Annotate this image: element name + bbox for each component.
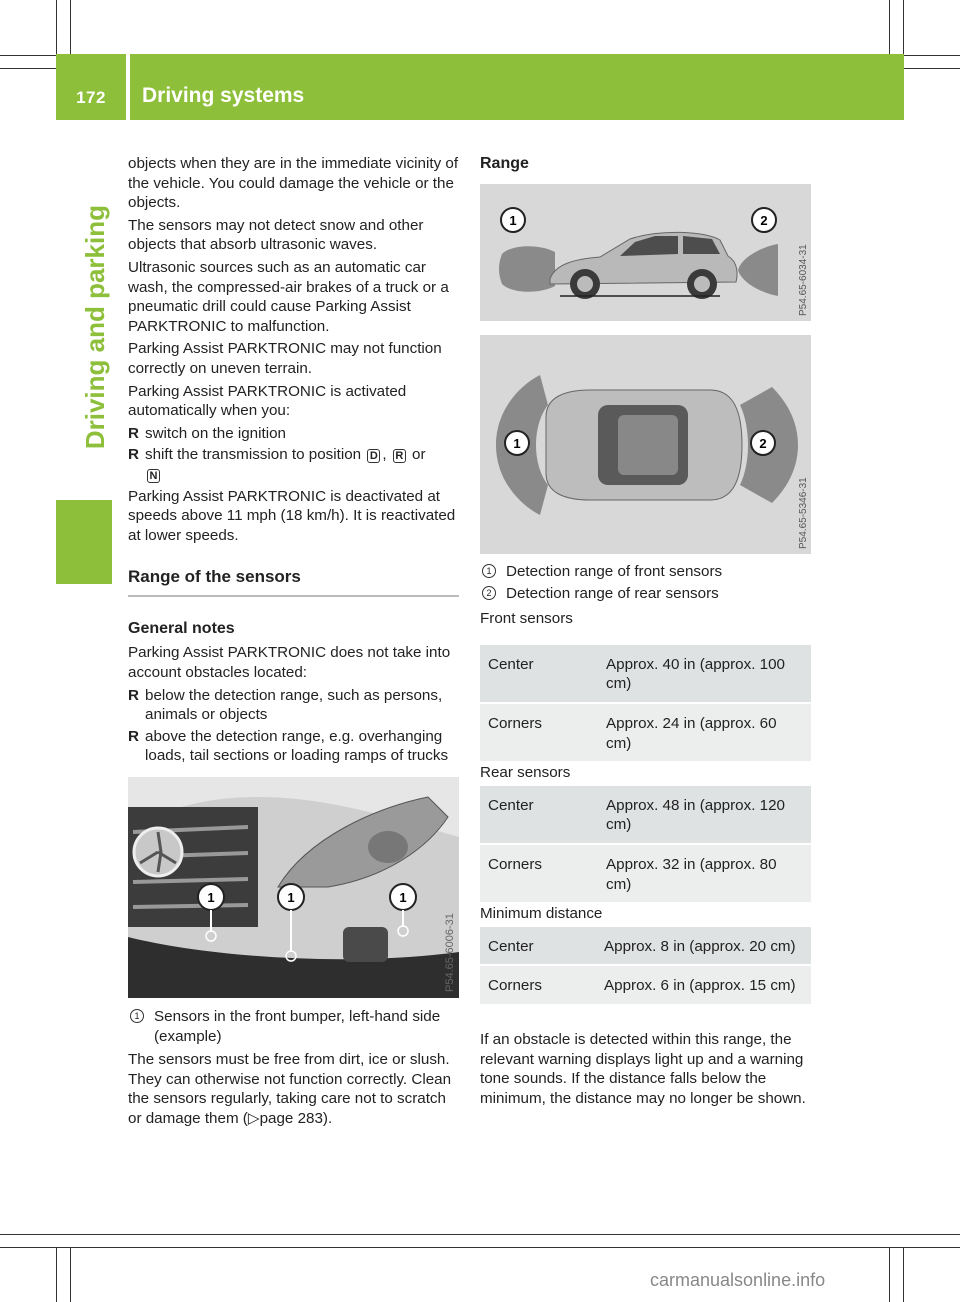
legend-marker: 2 (482, 586, 496, 600)
table-cell: Approx. 32 in (approx. 80 cm) (598, 844, 811, 903)
list-item: R shift the transmission to position D , R or N (128, 446, 426, 482)
paragraph: Parking Assist PARKTRONIC does not take into account obstacles located: (128, 644, 451, 682)
table-cell: Center (480, 786, 598, 844)
watermark: carmanualsonline.info (650, 1270, 826, 1290)
table-row (480, 786, 811, 844)
range-heading: Range (480, 155, 529, 172)
right-column-body (480, 562, 811, 1111)
list-item-text: or (412, 446, 426, 464)
figure-caption (128, 1007, 459, 1046)
table-cell: Center (480, 645, 598, 703)
legend-marker: 1 (482, 564, 496, 578)
top-view-illustration (480, 335, 811, 554)
sensor-marker: 1 (287, 890, 295, 905)
legend-text: Detection range of rear sensors (506, 584, 719, 602)
figure-code: P54.65-6034-31 (798, 244, 809, 316)
paragraph: Parking Assist PARKTRONIC is activated automatically when you: (128, 382, 407, 420)
paragraph-text: The sensors must be free from dirt, ice or slush. They can otherwise not function correctly. Clean the sensors regularly, taking care not to scratch or damage them ( (128, 1051, 452, 1127)
crop-mark (56, 1248, 57, 1302)
paragraph: If an obstacle is detected within this range, the relevant warning displays light up and a warning tone sounds. If the distance falls below the minimum, the distance may no longer be shown. (480, 1030, 806, 1107)
paragraph: The sensors may not detect snow and other objects that absorb ultrasonic waves. (128, 216, 424, 254)
front-bumper-figure (128, 777, 459, 998)
front-bumper-illustration (128, 777, 459, 998)
list-item (128, 686, 459, 725)
crop-mark (889, 1248, 890, 1302)
side-view-illustration (480, 184, 811, 321)
header-divider (126, 54, 130, 120)
page-header (56, 54, 904, 120)
crop-mark (0, 1247, 960, 1248)
table-cell: Corners (480, 965, 596, 1005)
front-sensors-table (480, 645, 811, 763)
table-row (480, 927, 811, 966)
sensor-marker: 1 (399, 890, 407, 905)
list-item-text: below the detection range, such as persons, animals or objects (145, 686, 443, 724)
table-row (480, 645, 811, 703)
page-ref-arrow-icon: ▷ (247, 1109, 260, 1127)
paragraph: Ultrasonic sources such as an automatic car wash, the compressed-air brakes of a truck or a pneumatic drill could cause Parking Assist PARKTRONIC to malfunction. (128, 258, 449, 335)
paragraph: Parking Assist PARKTRONIC may not function correctly on uneven terrain. (128, 340, 442, 377)
figure-code: P54.65-5346-31 (798, 477, 809, 549)
rear-sensors-table (480, 786, 811, 904)
list-item-text: shift the transmission to position (145, 446, 362, 464)
crop-mark (903, 0, 904, 54)
page-title: Driving systems (142, 84, 305, 107)
table-cell: Corners (480, 703, 598, 762)
chapter-tab-block (56, 500, 112, 584)
table-row (480, 844, 811, 903)
bullet-icon: R (128, 686, 139, 704)
list-item-text: switch on the ignition (145, 424, 286, 442)
figure-code: P54.65-6006-31 (444, 913, 456, 992)
table-row (480, 703, 811, 762)
paragraph: Parking Assist PARKTRONIC is deactivated at speeds above 11 mph (18 km/h). It is reactivated at lower speeds. (128, 487, 456, 544)
gear-d-icon: D (367, 449, 380, 463)
table-label: Front sensors (480, 610, 573, 628)
rear-range-marker: 2 (760, 213, 768, 228)
legend-item (480, 584, 811, 604)
bullet-icon: R (128, 424, 139, 442)
table-cell: Approx. 48 in (approx. 120 cm) (598, 786, 811, 844)
legend-item (480, 562, 811, 582)
table-cell: Center (480, 927, 596, 966)
table-cell: Approx. 8 in (approx. 20 cm) (596, 927, 811, 966)
bullet-icon: R (128, 727, 139, 745)
list-item (128, 424, 459, 444)
right-column (480, 154, 811, 174)
gear-n-icon: N (147, 469, 160, 483)
front-range-marker: 1 (513, 436, 521, 451)
section-heading: Range of the sensors (128, 567, 459, 597)
crop-mark (0, 1234, 960, 1235)
crop-mark (903, 1248, 904, 1302)
left-column (128, 154, 459, 768)
table-cell: Corners (480, 844, 598, 903)
page-reference-link[interactable]: page 283 (259, 1109, 323, 1127)
top-view-figure (480, 335, 811, 554)
table-label: Rear sensors (480, 764, 571, 782)
table-cell: Approx. 24 in (approx. 60 cm) (598, 703, 811, 762)
legend-text: Detection range of front sensors (506, 563, 723, 580)
crop-mark (56, 0, 57, 54)
bullet-icon: R (128, 446, 139, 464)
paragraph (128, 1050, 459, 1128)
rear-range-marker: 2 (759, 436, 767, 451)
paragraph-text: ). (322, 1109, 333, 1127)
table-label: Minimum distance (480, 905, 603, 923)
crop-mark (70, 1248, 71, 1302)
gear-r-icon: R (393, 449, 406, 463)
left-column-bottom (128, 1007, 459, 1132)
caption-text: Sensors in the front bumper, left-hand side (example) (154, 1008, 441, 1045)
table-cell: Approx. 40 in (approx. 100 cm) (598, 645, 811, 703)
table-cell: Approx. 6 in (approx. 15 cm) (596, 965, 811, 1005)
minimum-distance-table (480, 927, 811, 1006)
front-range-marker: 1 (509, 213, 517, 228)
subsection-heading: General notes (128, 619, 235, 637)
sensor-marker: 1 (207, 890, 215, 905)
list-item (128, 727, 459, 766)
table-row (480, 965, 811, 1005)
crop-mark (889, 0, 890, 54)
crop-mark (70, 0, 71, 54)
paragraph: objects when they are in the immediate vicinity of the vehicle. You could damage the vehicle or the objects. (128, 155, 459, 212)
list-item-text: above the detection range, e.g. overhanging loads, tail sections or loading ramps of trucks (145, 727, 449, 765)
page-number: 172 (76, 88, 106, 107)
side-view-figure (480, 184, 811, 321)
caption-marker: 1 (130, 1009, 144, 1023)
chapter-tab-label: Driving and parking (80, 205, 110, 450)
